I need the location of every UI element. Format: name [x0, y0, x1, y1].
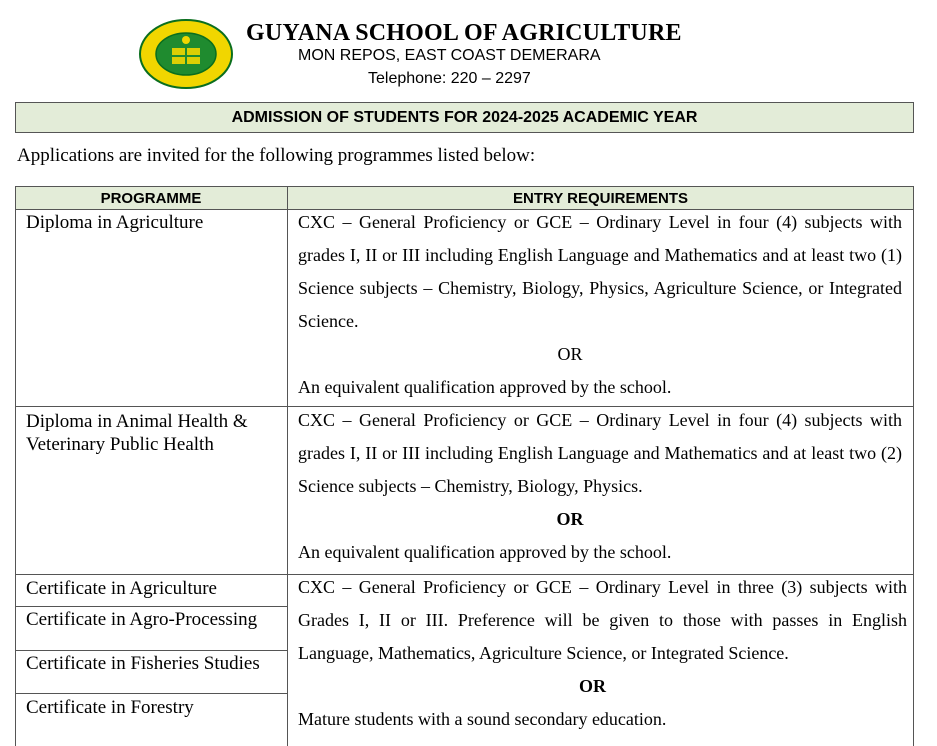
programme-cell: Certificate in Agriculture — [26, 578, 217, 599]
or-separator: OR — [557, 344, 583, 364]
column-header-requirements: ENTRY REQUIREMENTS — [287, 186, 914, 210]
requirement-alternative: Mature students with a sound secondary education. — [298, 709, 667, 729]
requirement-alternative: An equivalent qualification approved by the school. — [298, 542, 672, 562]
programmes-table — [15, 186, 914, 746]
sub-row-divider — [15, 606, 287, 607]
requirement-text: CXC – General Proficiency or GCE – Ordinary Level in four (4) subjects with grades I, II or III including English Language and Mathematics and at least two (1) Science subjects – Chemistry, Biology, Physics, Agriculture Science, or Integrated Science. — [298, 212, 902, 331]
column-header-programme: PROGRAMME — [15, 186, 287, 210]
requirement-text: CXC – General Proficiency or GCE – Ordinary Level in three (3) subjects with Grades I, II or III. Preference will be given to those with passes in English Language, Mathematics, Agriculture Science, or Integrated Science. — [298, 577, 907, 663]
sub-row-divider — [15, 693, 287, 694]
school-address: MON REPOS, EAST COAST DEMERARA — [298, 47, 601, 64]
sub-row-divider — [15, 650, 287, 651]
programme-cell: Certificate in Forestry — [26, 697, 194, 718]
requirement-alternative: An equivalent qualification approved by the school. — [298, 377, 672, 397]
requirements-cell — [298, 404, 902, 569]
programme-cell: Diploma in Animal Health & Veterinary Public Health — [26, 411, 248, 455]
column-divider — [287, 186, 288, 746]
requirements-cell — [298, 571, 907, 736]
school-name: GUYANA SCHOOL OF AGRICULTURE — [246, 20, 682, 46]
table-border-right — [913, 186, 914, 746]
table-border-left — [15, 186, 16, 746]
programme-cell: Certificate in Fisheries Studies — [26, 653, 260, 674]
or-separator: OR — [579, 676, 606, 696]
intro-text: Applications are invited for the following programmes listed below: — [17, 145, 536, 166]
requirement-text: CXC – General Proficiency or GCE – Ordinary Level in four (4) subjects with grades I, II or III including English Language and Mathematics and at least two (2) Science subjects – Chemistry, Biology, Physics. — [298, 410, 902, 496]
programme-cell: Diploma in Agriculture — [26, 212, 204, 233]
requirements-cell — [298, 206, 902, 404]
programme-cell: Certificate in Agro-Processing — [26, 609, 258, 630]
school-telephone: Telephone: 220 – 2297 — [368, 70, 531, 87]
or-separator: OR — [556, 509, 584, 529]
school-logo — [138, 18, 234, 90]
admission-banner: ADMISSION OF STUDENTS FOR 2024-2025 ACADEMIC YEAR — [15, 102, 914, 133]
